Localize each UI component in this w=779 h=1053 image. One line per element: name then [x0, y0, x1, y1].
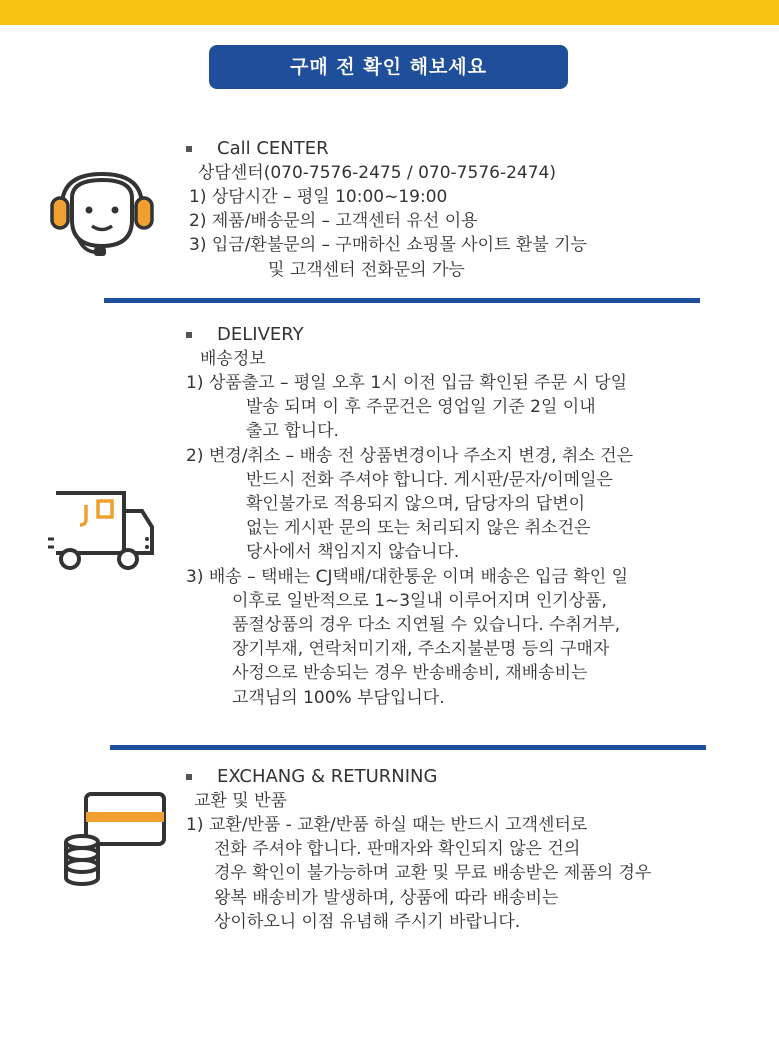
call-center-heading: [186, 137, 587, 161]
delivery-truck-icon: [46, 487, 161, 577]
card-coins-icon: [60, 790, 168, 892]
delivery-line: 3) 배송 – 택배는 CJ택배/대한통운 이며 배송은 입금 확인 일: [186, 566, 629, 587]
delivery-section: [186, 323, 633, 710]
delivery-line: 1) 상품출고 – 평일 오후 1시 이전 입금 확인된 주문 시 당일: [186, 373, 628, 393]
call-center-section: [186, 137, 587, 282]
delivery-line: 장기부재, 연락처미기재, 주소지불분명 등의 구매자: [232, 639, 610, 660]
delivery-line: 확인불가로 적용되지 않으며, 담당자의 답변이: [246, 494, 586, 515]
bullet-marker: [186, 146, 192, 152]
exchange-heading-text: EXCHANG & RETURNING: [217, 766, 438, 787]
section-divider: [104, 298, 700, 303]
delivery-heading-text: DELIVERY: [217, 324, 304, 345]
delivery-line: 당사에서 책임지지 않습니다.: [246, 542, 460, 563]
page-title: 구매 전 확인 해보세요: [209, 45, 568, 89]
call-center-line: 2) 제품/배송문의 – 고객센터 유선 이용: [189, 211, 478, 232]
delivery-line: 발송 되며 이 후 주문건은 영업일 기준 2일 이내: [246, 397, 596, 418]
delivery-line: 반드시 전화 주셔야 합니다. 게시판/문자/이메일은: [246, 469, 613, 490]
delivery-line: 고객님의 100% 부담입니다.: [232, 687, 445, 708]
exchange-heading: [186, 765, 651, 789]
call-center-headset-icon: [48, 168, 158, 263]
top-accent-bar: [0, 0, 779, 25]
exchange-line: 경우 확인이 불가능하며 교환 및 무료 배송받은 제품의 경우: [214, 863, 652, 884]
bullet-marker: [186, 774, 192, 780]
call-center-line: 및 고객센터 전화문의 가능: [268, 259, 465, 280]
exchange-line: 상이하오니 이점 유념해 주시기 바랍니다.: [214, 911, 521, 932]
delivery-line: 출고 합니다.: [246, 421, 339, 442]
delivery-subhead: 배송정보: [200, 349, 266, 369]
delivery-line: 이후로 일반적으로 1~3일내 이루어지며 인기상품,: [232, 590, 607, 611]
delivery-line: 품절상품의 경우 다소 지연될 수 있습니다. 수취거부,: [232, 615, 621, 636]
call-center-heading-text: Call CENTER: [217, 138, 329, 159]
delivery-line: 사정으로 반송되는 경우 반송배송비, 재배송비는: [232, 663, 588, 684]
delivery-heading: [186, 323, 633, 347]
call-center-phone-numbers: 상담센터(070-7576-2475 / 070-7576-2474): [198, 163, 556, 183]
call-center-line: 3) 입금/환불문의 – 구매하신 쇼핑몰 사이트 환불 기능: [189, 235, 587, 256]
exchange-line: 왕복 배송비가 발생하며, 상품에 따라 배송비는: [214, 887, 559, 908]
exchange-line: 1) 교환/반품 - 교환/반품 하실 때는 반드시 고객센터로: [186, 815, 588, 835]
delivery-line: 없는 게시판 문의 또는 처리되지 않은 취소건은: [246, 518, 591, 539]
bullet-marker: [186, 332, 192, 338]
exchange-line: 전화 주셔야 합니다. 판매자와 확인되지 않은 건의: [214, 839, 581, 860]
delivery-line: 2) 변경/취소 – 배송 전 상품변경이나 주소지 변경, 취소 건은: [186, 445, 633, 466]
section-divider: [110, 745, 706, 750]
exchange-section: [186, 765, 651, 934]
call-center-line: 1) 상담시간 – 평일 10:00~19:00: [189, 187, 448, 207]
exchange-subhead: 교환 및 반품: [194, 791, 287, 811]
